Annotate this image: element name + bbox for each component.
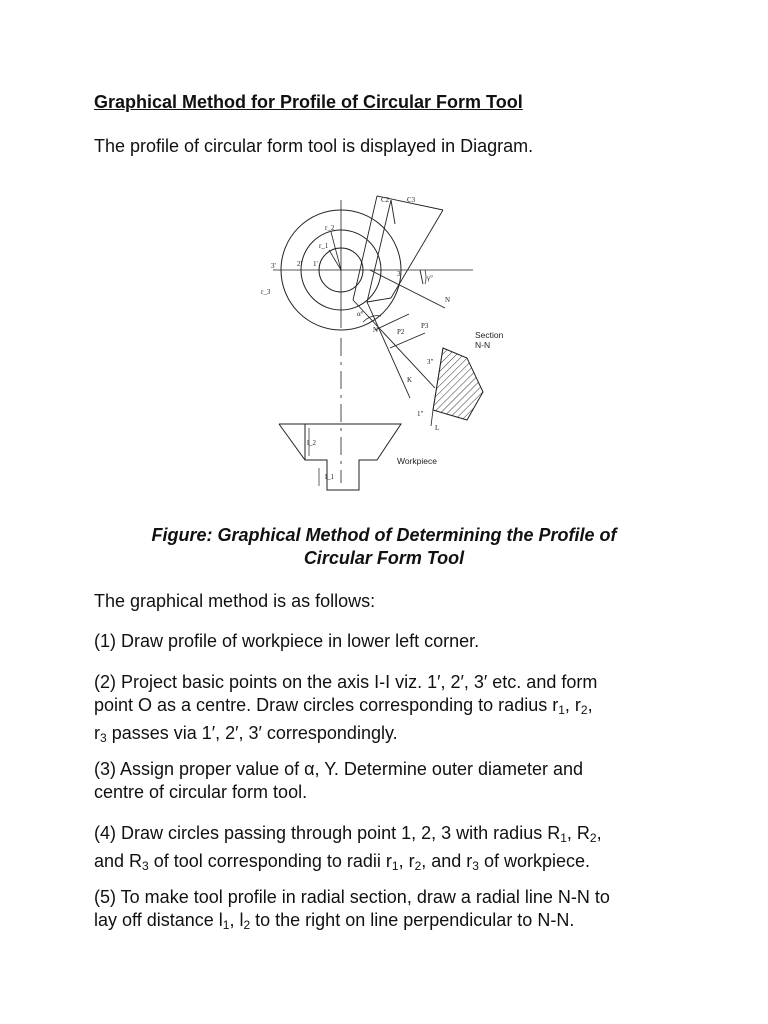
- section-nn-profile: [431, 348, 483, 426]
- label-r1: r_1: [319, 242, 329, 250]
- tool-construction-lines: [353, 196, 445, 398]
- label-n-right: N: [445, 296, 451, 304]
- step-3-line-2: centre of circular form tool.: [94, 782, 308, 802]
- label-alpha: α°: [357, 310, 364, 318]
- label-r2: r_2: [325, 224, 335, 232]
- workpiece-dimensions: [309, 428, 319, 486]
- step-5: [94, 886, 682, 937]
- step-1: (1) Draw profile of workpiece in lower left corner.: [94, 631, 480, 651]
- caption-line-2: Circular Form Tool: [303, 548, 465, 568]
- label-2-prime: 2': [297, 260, 302, 268]
- step-3-line-1: (3) Assign proper value of α, Υ. Determine outer diameter and: [94, 759, 584, 779]
- step-5-line-1: (5) To make tool profile in radial section, draw a radial line N-N to: [94, 887, 610, 907]
- label-1-double-prime: 1": [417, 410, 424, 418]
- label-p2: P2: [397, 328, 405, 336]
- label-l: L: [435, 424, 440, 432]
- label-r3: r_3: [261, 288, 271, 296]
- label-l2: l_2: [307, 439, 316, 447]
- label-n-left: N: [373, 326, 379, 334]
- step-4-line-1: (4) Draw circles passing through point 1, 2, 3 with radius $R_1$, $R_2$,: [94, 823, 602, 845]
- method-intro: The graphical method is as follows:: [94, 591, 376, 611]
- label-c2: C2: [381, 196, 390, 204]
- step-4: [94, 822, 682, 878]
- step-5-line-2: lay off distance $l_1$, $l_2$ to the right on line perpendicular to N-N.: [94, 910, 575, 932]
- label-3: 3: [397, 270, 401, 278]
- label-3-double-prime: 3": [427, 358, 434, 366]
- label-c3: C3: [407, 196, 416, 204]
- label-p3: P3: [421, 322, 429, 330]
- label-l1: l_1: [325, 473, 334, 481]
- step-3: [94, 758, 682, 804]
- intro-paragraph: The profile of circular form tool is displayed in Diagram.: [94, 136, 534, 156]
- step-4-line-2: and $R_3$ of tool corresponding to radii $r_1$, $r_2$, and $r_3$ of workpiece.: [94, 851, 591, 873]
- label-1-prime: 1': [313, 260, 318, 268]
- step-2-line-1: (2) Project basic points on the axis I-I viz. 1′, 2′, 3′ etc. and form: [94, 672, 598, 692]
- label-section-nn: N-N: [475, 340, 491, 350]
- label-k: K: [407, 376, 413, 384]
- gamma-arc: [425, 270, 426, 284]
- label-gamma: γ°: [427, 274, 433, 282]
- radius-line-r2: [331, 232, 341, 270]
- label-3-prime: 3': [271, 262, 276, 270]
- radius-line-r1: [329, 250, 341, 270]
- label-section: Section: [475, 330, 504, 340]
- figure-caption: [94, 524, 674, 570]
- page-heading: Graphical Method for Profile of Circular Form Tool: [94, 92, 523, 112]
- workpiece-profile: [279, 424, 401, 490]
- step-2: [94, 671, 682, 750]
- form-tool-diagram: [255, 188, 525, 500]
- label-workpiece: Workpiece: [397, 456, 437, 466]
- step-2-line-2: point O as a centre. Draw circles corresponding to radius $r_1$, $r_2$,: [94, 695, 593, 717]
- caption-line-1: Figure: Graphical Method of Determining the Profile of: [151, 525, 617, 545]
- step-2-line-3: $r_3$ passes via 1′, 2′, 3′ correspondingly.: [94, 723, 398, 745]
